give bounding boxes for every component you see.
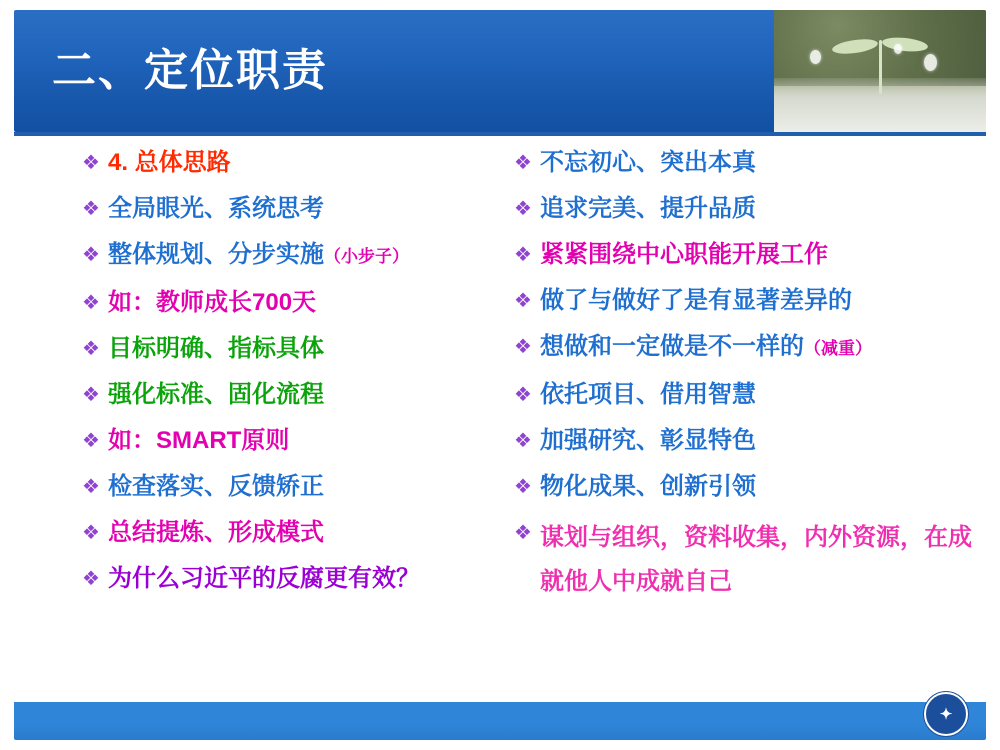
list-item-label: 如：教师成长700天: [108, 289, 317, 316]
list-item-label: 总结提炼、形成模式: [108, 519, 324, 546]
list-item: [82, 286, 512, 320]
slide-content: [14, 146, 986, 702]
list-item: [82, 516, 512, 550]
list-item-annotation: （减重）: [804, 339, 872, 358]
page-title: 二、定位职责: [52, 46, 328, 95]
water-drop-icon: [810, 50, 821, 64]
list-item-label: 检查落实、反馈矫正: [108, 473, 324, 500]
diamond-bullet-icon: ❖: [82, 152, 100, 174]
diamond-bullet-icon: ❖: [514, 152, 532, 174]
list-item: [82, 562, 512, 596]
list-item-main: 整体规划、分步实施: [108, 241, 324, 268]
diamond-bullet-icon: ❖: [82, 522, 100, 544]
list-item-label: [108, 238, 512, 274]
diamond-bullet-icon: ❖: [514, 430, 532, 452]
list-item: [514, 378, 984, 412]
diamond-bullet-icon: ❖: [82, 430, 100, 452]
school-emblem-icon: [924, 692, 968, 736]
diamond-bullet-icon: ❖: [514, 244, 532, 266]
list-item-label: 全局眼光、系统思考: [108, 195, 324, 222]
list-item-label: 谋划与组织，资料收集，内外资源，在成就他人中成就自己: [540, 524, 972, 595]
list-item: [82, 378, 512, 412]
list-item: [514, 424, 984, 458]
diamond-bullet-icon: ❖: [514, 336, 532, 358]
diamond-bullet-icon: ❖: [82, 568, 100, 590]
sprout-stem-icon: [879, 40, 882, 94]
list-item: [82, 238, 512, 274]
diamond-bullet-icon: ❖: [82, 476, 100, 498]
diamond-bullet-icon: ❖: [82, 384, 100, 406]
list-item-label: 目标明确、指标具体: [108, 335, 324, 362]
list-item-label: 如：SMART原则: [108, 427, 290, 454]
list-item: [514, 330, 984, 366]
diamond-bullet-icon: ❖: [514, 384, 532, 406]
emblem-mark: ✦: [939, 705, 953, 723]
list-item: [514, 516, 984, 604]
sprout-photo: [774, 10, 986, 132]
list-item-label: 追求完美、提升品质: [540, 195, 756, 222]
water-drop-icon: [924, 54, 937, 71]
list-item-label: 紧紧围绕中心职能开展工作: [540, 241, 828, 268]
list-item: [82, 470, 512, 504]
list-item: [514, 146, 984, 180]
list-item-label: 强化标准、固化流程: [108, 381, 324, 408]
list-item-annotation: （小步子）: [324, 247, 409, 266]
list-item: [82, 332, 512, 366]
diamond-bullet-icon: ❖: [82, 292, 100, 314]
list-item: [514, 238, 984, 272]
diamond-bullet-icon: ❖: [514, 198, 532, 220]
list-item-label: 加强研究、彰显特色: [540, 427, 756, 454]
list-item-label: 不忘初心、突出本真: [540, 149, 756, 176]
right-bullet-column: [514, 146, 984, 616]
list-item-label: 为什么习近平的反腐更有效？: [108, 565, 420, 592]
list-item-label: 4. 总体思路: [108, 149, 231, 176]
list-item: [82, 424, 512, 458]
diamond-bullet-icon: ❖: [514, 476, 532, 498]
list-item: [514, 192, 984, 226]
list-item: [514, 470, 984, 504]
list-item: [82, 192, 512, 226]
diamond-bullet-icon: ❖: [82, 338, 100, 360]
list-item-label: 物化成果、创新引领: [540, 473, 756, 500]
water-drop-icon: [894, 44, 902, 54]
list-item-main: 想做和一定做是不一样的: [540, 333, 804, 360]
left-bullet-column: [82, 146, 512, 608]
list-item: [82, 146, 512, 180]
list-item-label: 依托项目、借用智慧: [540, 381, 756, 408]
slide-footer: [14, 702, 986, 740]
diamond-bullet-icon: ❖: [82, 198, 100, 220]
photo-inner: [774, 10, 986, 132]
diamond-bullet-icon: ❖: [82, 244, 100, 266]
diamond-bullet-icon: ❖: [514, 290, 532, 312]
list-item-label: 做了与做好了是有显著差异的: [540, 287, 852, 314]
slide-header: [14, 10, 986, 132]
header-divider: [14, 132, 986, 136]
list-item: [514, 284, 984, 318]
list-item-label: [540, 330, 984, 366]
diamond-bullet-icon: ❖: [514, 522, 532, 544]
